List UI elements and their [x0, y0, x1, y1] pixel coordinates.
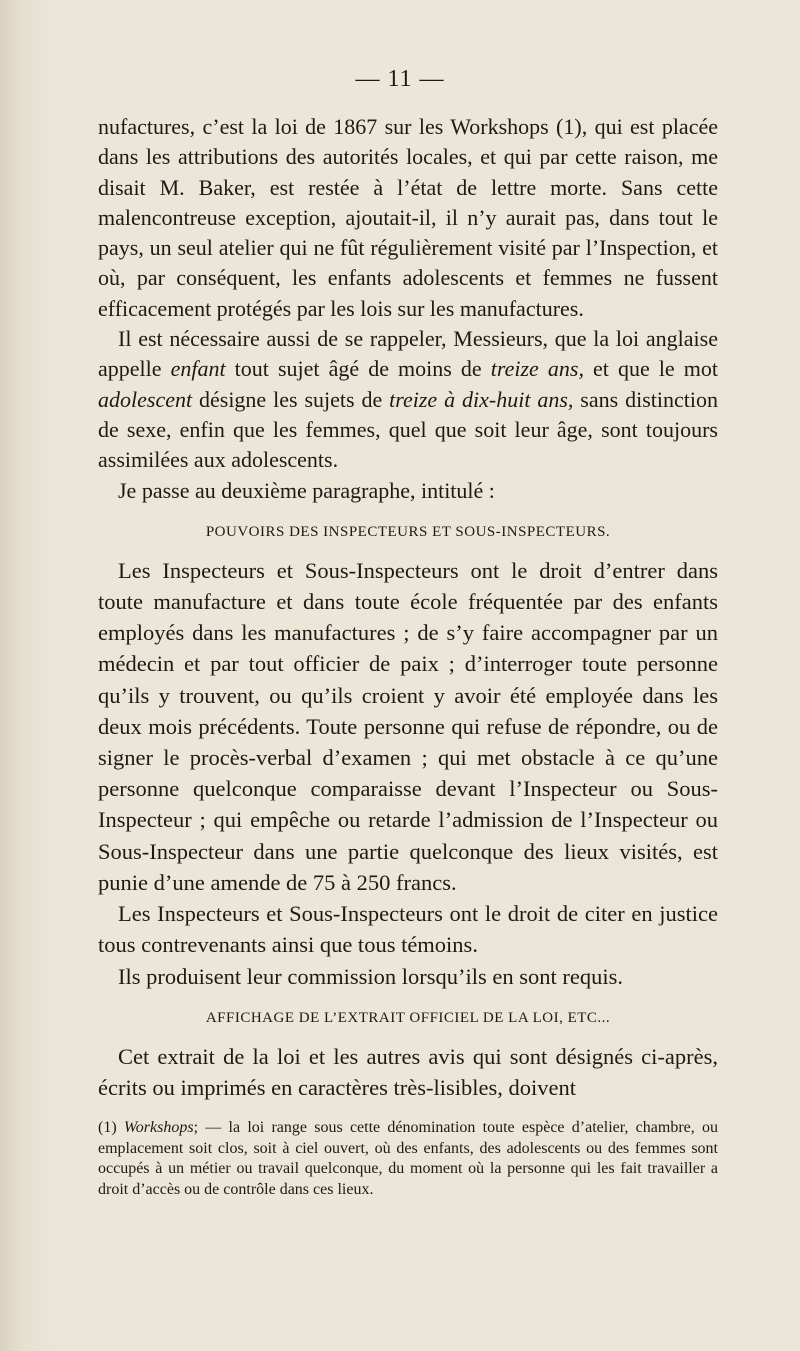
section-heading-pouvoirs: POUVOIRS DES INSPECTEURS ET SOUS-INSPECTEURS.: [205, 523, 611, 540]
term-treize-a-dix-huit: treize à dix-huit ans,: [389, 386, 574, 412]
paragraph-2-text-g: désigne les sujets de: [192, 386, 390, 412]
paragraph-2-text-i: sans distinction de sexe, enfin que les femmes, quel que soit leur âge, sont toujours assimilées aux adolescents.: [98, 386, 718, 473]
page-number: — 11 —: [355, 66, 445, 92]
paragraph-4: Les Inspecteurs et Sous-Inspecteurs ont le droit d’entrer dans toute manufacture et dans toute école fréquentée par des enfants employés dans les manufactures ; de s’y faire accompagner par un médecin et par tout officier de paix ; d’interroger toute personne qu’ils y trouvent, ou qu’ils croient y avoir été employée dans les deux mois précédents. Toute personne qui refuse de répondre, ou de signer le procès-verbal d’examen ; qui met obstacle à ce qu’une personne quelconque comparaisse devant l’Inspecteur ou Sous-Inspecteur ; qui empêche ou retarde l’admission de l’Inspecteur ou Sous-Inspecteur dans une partie quelconque des lieux visités, est punie d’une amende de 75 à 250 francs.: [98, 557, 718, 895]
footnote-marker: (1): [98, 1119, 124, 1136]
section-affichage: [98, 1041, 718, 1103]
paragraph-7: Cet extrait de la loi et les autres avis qui sont désignés ci-après, écrits ou imprimés en caractères très-lisibles, doivent: [98, 1043, 718, 1100]
main-text: [98, 112, 718, 1103]
footnote-1: [98, 1118, 718, 1200]
paragraph-2: [98, 324, 718, 475]
term-enfant: enfant: [170, 356, 226, 382]
footnote-text: ; — la loi range sous cette dénomination toute espèce d’atelier, chambre, ou emplacement soit clos, soit à ciel ouvert, où des enfants, des adolescents ou des femmes sont occupés à un métier ou travail quelconque, du moment où la personne qui les fait travailler a droit d’accès ou de contrôle dans ces lieux.: [98, 1119, 719, 1198]
term-treize-ans: treize ans,: [490, 356, 584, 382]
footnotes: [98, 1118, 718, 1200]
paragraph-1: nufactures, c’est la loi de 1867 sur les Workshops (1), qui est placée dans les attributions des autorités locales, et qui par cette raison, me disait M. Baker, est restée à l’état de lettre morte. Sans cette malencontreuse exception, ajoutait-il, il n’y aurait pas, dans tout le pays, un seul atelier qui ne fût régulièrement visité par l’Inspection, et où, par conséquent, les enfants adolescents et femmes ne fussent efficacement protégés par les lois sur les manufactures.: [98, 114, 718, 321]
paragraph-6: Ils produisent leur commission lorsqu’ils en sont requis.: [118, 963, 623, 989]
paragraph-5: Les Inspecteurs et Sous-Inspecteurs ont le droit de citer en justice tous contrevenants ainsi que tous témoins.: [98, 901, 718, 958]
section-heading-affichage: AFFICHAGE DE L’EXTRAIT OFFICIEL DE LA LOI, ETC...: [205, 1009, 611, 1026]
term-adolescent: adolescent: [98, 386, 193, 412]
paragraph-2-text-c: tout sujet âgé de moins de: [225, 356, 491, 382]
section-pouvoirs: [98, 555, 718, 992]
footnote-term: Workshops: [123, 1119, 194, 1136]
paragraph-2-text-a: Il est nécessaire aussi de se rappeler, Messieurs, que la loi anglaise appelle: [98, 326, 718, 382]
paragraph-3: Je passe au deuxième paragraphe, intitulé :: [118, 477, 495, 503]
paragraph-2-text-e: et que le mot: [583, 356, 718, 382]
